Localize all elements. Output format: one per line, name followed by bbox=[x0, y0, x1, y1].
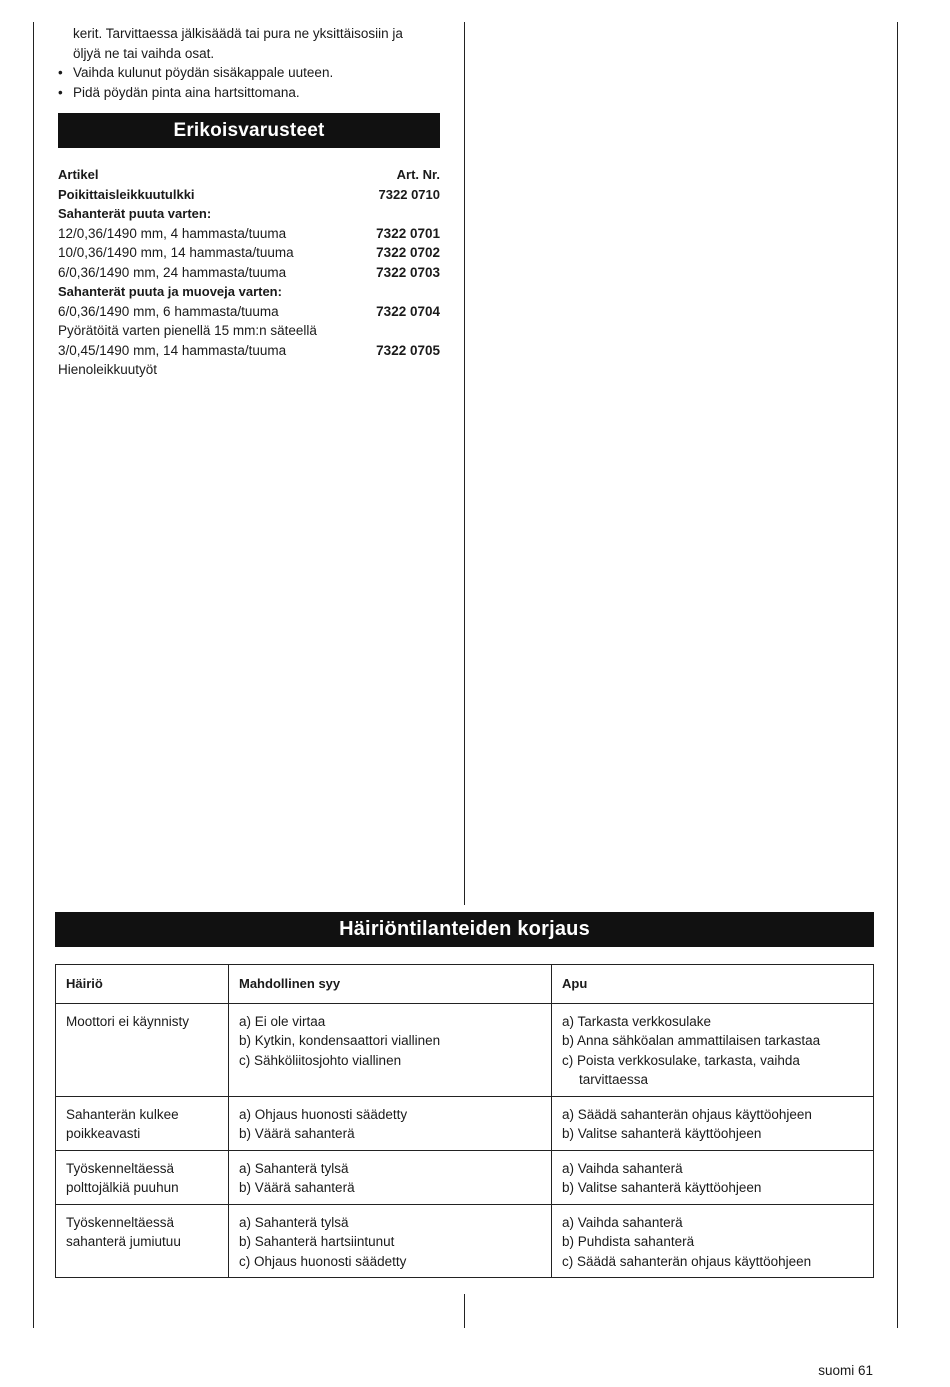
remedy-cell-line: b) Puhdista sahanterä bbox=[562, 1234, 695, 1249]
cause-cell bbox=[229, 1150, 552, 1204]
fault-cell bbox=[56, 1096, 229, 1150]
accessory-row bbox=[58, 282, 440, 302]
fault-column-header: Häiriö bbox=[56, 965, 229, 1004]
accessory-description: Poikittaisleikkuutulkki bbox=[58, 186, 195, 202]
fault-cell-line: poikkeavasti bbox=[66, 1126, 141, 1141]
accessory-description: Hienoleikkuutyöt bbox=[58, 362, 158, 377]
left-column bbox=[58, 24, 440, 380]
remedy-cell bbox=[552, 1096, 874, 1150]
column-divider-rule bbox=[464, 22, 465, 905]
fault-cell-line: Moottori ei käynnisty bbox=[66, 1013, 190, 1029]
cause-cell-line: b) Kytkin, kondensaattori viallinen bbox=[239, 1033, 441, 1048]
accessory-description: Sahanterät puuta varten: bbox=[58, 206, 212, 221]
troubleshooting-header-row bbox=[56, 965, 874, 1004]
cause-cell-line: b) Sahanterä hartsiintunut bbox=[239, 1234, 395, 1249]
remedy-cell bbox=[552, 1150, 874, 1204]
remedy-cell bbox=[552, 1003, 874, 1096]
accessory-description: 10/0,36/1490 mm, 14 hammasta/tuuma bbox=[58, 245, 294, 260]
accessory-row bbox=[58, 360, 440, 380]
troubleshooting-body bbox=[56, 1003, 874, 1278]
remedy-column-header: Apu bbox=[552, 965, 874, 1004]
accessory-row bbox=[58, 302, 440, 322]
remedy-cell-line: b) Valitse sahanterä käyttöohjeen bbox=[562, 1126, 762, 1141]
remedy-cell bbox=[552, 1204, 874, 1278]
cause-cell-line: a) Ohjaus huonosti säädetty bbox=[239, 1106, 408, 1122]
accessory-description: 3/0,45/1490 mm, 14 hammasta/tuuma bbox=[58, 342, 287, 358]
intro-line: öljyä ne tai vaihda osat. bbox=[73, 45, 215, 61]
cause-column-header: Mahdollinen syy bbox=[229, 965, 552, 1004]
accessory-article-number: 7322 0703 bbox=[376, 264, 440, 280]
remedy-cell-line: c) Säädä sahanterän ohjaus käyttöohjeen bbox=[562, 1253, 812, 1269]
intro-section bbox=[58, 24, 440, 102]
article-column-header: Artikel bbox=[58, 167, 99, 182]
accessory-row bbox=[58, 204, 440, 224]
left-margin-rule bbox=[33, 22, 34, 1328]
remedy-cell-line: a) Säädä sahanterän ohjaus käyttöohjeen bbox=[562, 1106, 812, 1122]
remedy-cell-line: a) Tarkasta verkkosulake bbox=[562, 1013, 712, 1029]
accessories-table bbox=[58, 165, 440, 380]
troubleshooting-row bbox=[56, 1003, 874, 1096]
fault-cell-line: Työskenneltäessä bbox=[66, 1160, 175, 1176]
troubleshooting-row bbox=[56, 1150, 874, 1204]
cause-cell-line: b) Väärä sahanterä bbox=[239, 1126, 355, 1141]
cause-cell-line: a) Ei ole virtaa bbox=[239, 1013, 326, 1029]
fault-cell bbox=[56, 1003, 229, 1096]
bullet-item: • Vaihda kulunut pöydän sisäkappale uuteen. bbox=[58, 63, 440, 83]
accessories-heading: Erikoisvarusteet bbox=[58, 113, 440, 148]
accessory-description: 12/0,36/1490 mm, 4 hammasta/tuuma bbox=[58, 225, 287, 241]
accessory-article-number: 7322 0702 bbox=[376, 245, 440, 260]
cause-cell-line: a) Sahanterä tylsä bbox=[239, 1214, 349, 1230]
remedy-cell-line: a) Vaihda sahanterä bbox=[562, 1214, 683, 1230]
accessories-rows bbox=[58, 185, 440, 380]
fault-cell-line: sahanterä jumiutuu bbox=[66, 1234, 181, 1249]
accessory-description: Sahanterät puuta ja muoveja varten: bbox=[58, 284, 282, 299]
remedy-cell-line: b) Anna sähköalan ammattilaisen tarkastaa bbox=[562, 1033, 821, 1048]
cause-cell bbox=[229, 1003, 552, 1096]
bullet-item: • Pidä pöydän pinta aina hartsittomana. bbox=[58, 83, 440, 103]
accessory-article-number: 7322 0710 bbox=[378, 186, 440, 202]
accessory-row bbox=[58, 224, 440, 244]
remedy-cell-line: a) Vaihda sahanterä bbox=[562, 1160, 683, 1176]
intro-line: kerit. Tarvittaessa jälkisäädä tai pura ne yksittäisosiin ja bbox=[73, 26, 403, 41]
fault-cell-line: polttojälkiä puuhun bbox=[66, 1180, 179, 1195]
accessory-description: Pyörätöitä varten pienellä 15 mm:n säteellä bbox=[58, 323, 317, 338]
page-number: suomi 61 bbox=[818, 1363, 873, 1378]
accessory-article-number: 7322 0704 bbox=[376, 303, 440, 319]
cause-cell bbox=[229, 1204, 552, 1278]
troubleshooting-table bbox=[55, 964, 874, 1278]
number-column-header: Art. Nr. bbox=[396, 167, 440, 182]
accessory-row bbox=[58, 243, 440, 263]
remedy-cell-line: b) Valitse sahanterä käyttöohjeen bbox=[562, 1180, 762, 1195]
fault-cell-line: Sahanterän kulkee bbox=[66, 1106, 179, 1122]
troubleshooting-heading: Häiriöntilanteiden korjaus bbox=[55, 912, 874, 947]
right-margin-rule bbox=[897, 22, 898, 1328]
troubleshooting-row bbox=[56, 1096, 874, 1150]
fault-cell bbox=[56, 1150, 229, 1204]
fault-cell-line: Työskenneltäessä bbox=[66, 1214, 175, 1230]
accessory-article-number: 7322 0705 bbox=[376, 342, 440, 358]
cause-cell-line: a) Sahanterä tylsä bbox=[239, 1160, 349, 1176]
column-divider-rule-lower bbox=[464, 1294, 465, 1328]
fault-cell bbox=[56, 1204, 229, 1278]
accessory-article-number: 7322 0701 bbox=[376, 225, 440, 241]
accessory-description: 6/0,36/1490 mm, 24 hammasta/tuuma bbox=[58, 264, 287, 280]
accessories-header-row bbox=[58, 165, 440, 185]
cause-cell bbox=[229, 1096, 552, 1150]
accessory-row bbox=[58, 263, 440, 283]
troubleshooting-row bbox=[56, 1204, 874, 1278]
accessory-row bbox=[58, 341, 440, 361]
accessory-description: 6/0,36/1490 mm, 6 hammasta/tuuma bbox=[58, 303, 279, 319]
cause-cell-line: b) Väärä sahanterä bbox=[239, 1180, 355, 1195]
cause-cell-line: c) Ohjaus huonosti säädetty bbox=[239, 1253, 407, 1269]
accessory-row bbox=[58, 321, 440, 341]
cause-cell-line: c) Sähköliitosjohto viallinen bbox=[239, 1052, 402, 1068]
accessory-row bbox=[58, 185, 440, 205]
remedy-cell-line: c) Poista verkkosulake, tarkasta, vaihda tarvittaessa bbox=[562, 1052, 800, 1087]
